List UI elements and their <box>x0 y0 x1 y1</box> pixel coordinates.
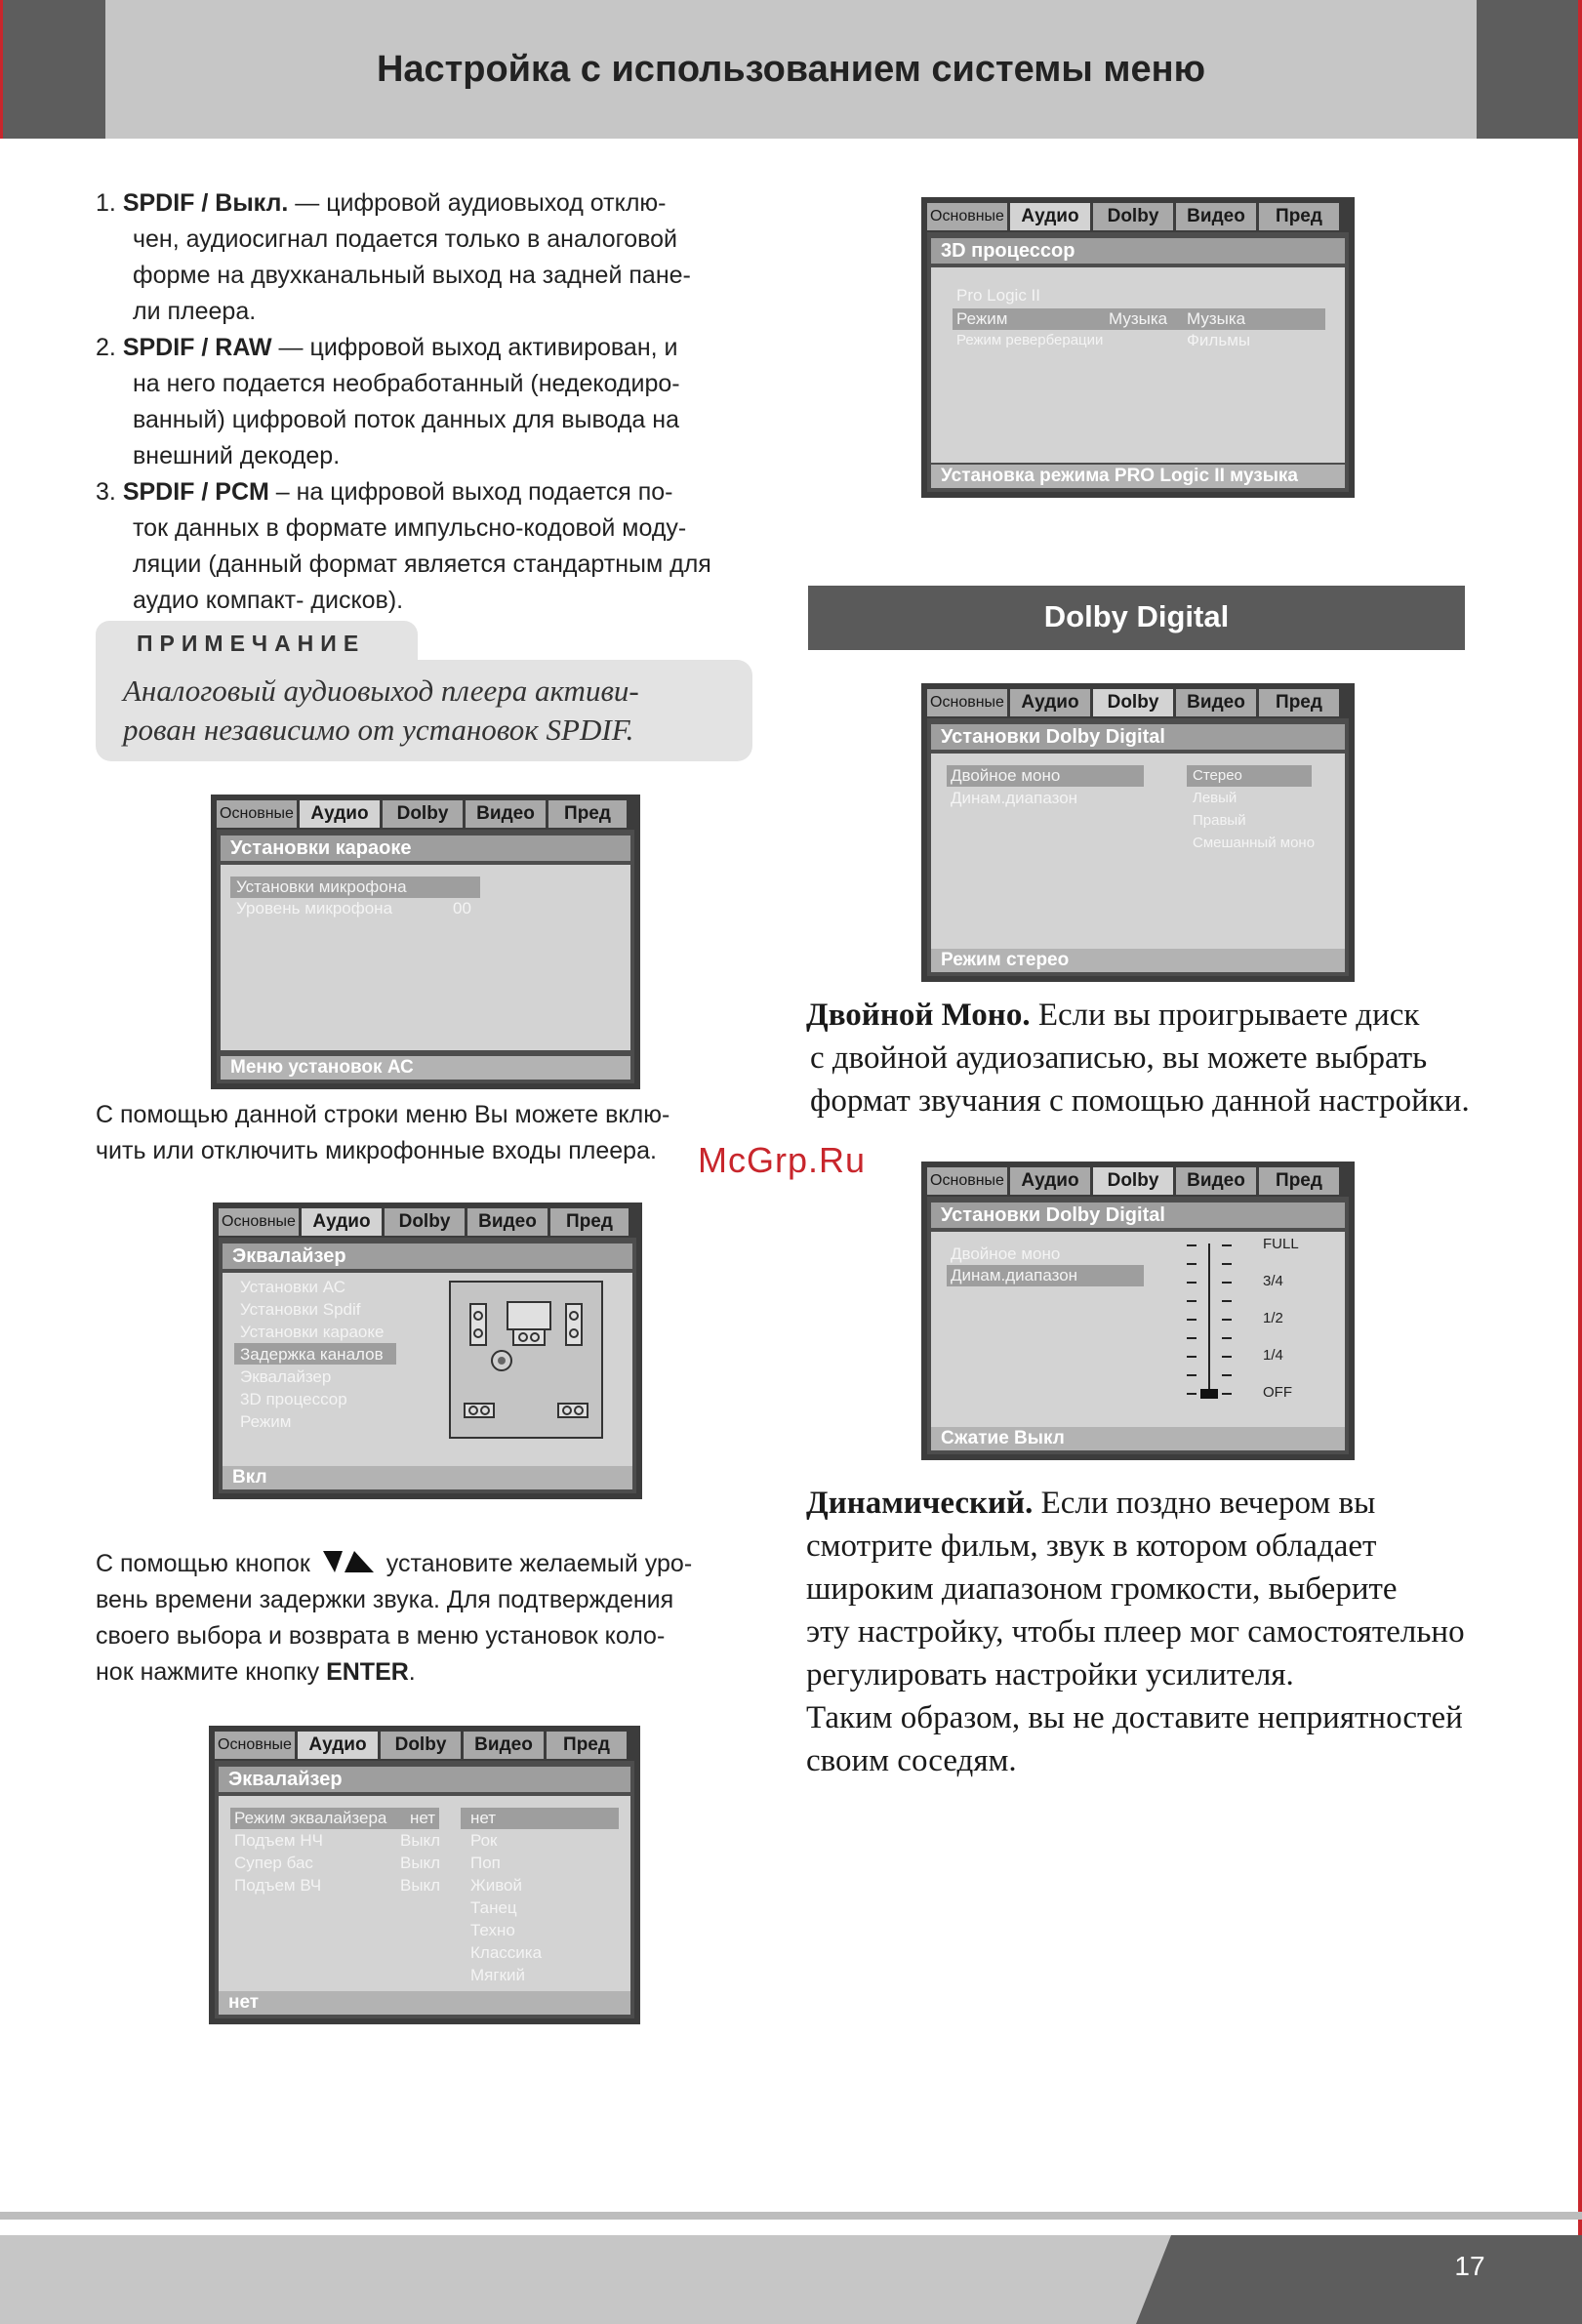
list-item-3: 3. SPDIF / PCM – на цифровой выход подается по- ток данных в формате импульсно-кодовой моду- ляции (данный формат является стандартным для аудио компакт- дисков). <box>96 478 711 614</box>
tab-main: Основные <box>927 203 1007 230</box>
tab-video: Видео <box>467 1208 548 1236</box>
osd-body <box>931 267 1345 463</box>
tab-audio: Аудио <box>300 800 380 828</box>
tab-video: Видео <box>1176 689 1256 716</box>
red-edge <box>0 0 3 139</box>
tab-pref: Пред <box>547 1732 627 1759</box>
note-label: ПРИМЕЧАНИЕ <box>96 621 418 662</box>
arrow-buttons-icon <box>321 1547 376 1574</box>
tab-dolby: Dolby <box>1093 203 1173 230</box>
menu-item: Двойное моно <box>951 1244 1061 1263</box>
osd-footer: нет <box>219 1991 630 2015</box>
osd-tabs <box>927 203 1349 232</box>
menu-value: 00 <box>453 899 471 917</box>
tab-video: Видео <box>1176 203 1256 230</box>
osd-title: Эквалайзер <box>223 1244 632 1269</box>
option-item: Мягкий <box>470 1966 525 1984</box>
tab-dolby: Dolby <box>1093 689 1173 716</box>
osd-title: Установки караоке <box>221 836 630 861</box>
tab-main: Основные <box>927 689 1007 716</box>
menu-item: Установки Spdif <box>240 1300 361 1319</box>
option-item: Музыка <box>1187 309 1246 328</box>
tab-dolby: Dolby <box>385 1208 465 1236</box>
menu-value: Музыка <box>1109 309 1168 328</box>
tab-audio: Аудио <box>1010 1167 1090 1195</box>
tab-video: Видео <box>1176 1167 1256 1195</box>
osd-dolby-dynamic <box>921 1162 1355 1460</box>
menu-item: Режим реверберации <box>956 332 1104 348</box>
menu-item: Установки АС <box>240 1278 345 1296</box>
option-item: Фильмы <box>1187 331 1251 349</box>
option-item: Классика <box>470 1943 543 1962</box>
osd-title: 3D процессор <box>931 238 1345 264</box>
option-item: Рок <box>470 1831 498 1850</box>
menu-value: Выкл <box>400 1831 441 1850</box>
tab-audio: Аудио <box>1010 203 1090 230</box>
menu-item: Динам.диапазон <box>951 1266 1078 1284</box>
tab-video: Видео <box>466 800 546 828</box>
tab-main: Основные <box>927 1167 1007 1195</box>
menu-item: Супер бас <box>234 1854 313 1872</box>
menu-value: Выкл <box>400 1854 441 1872</box>
osd-equalizer <box>209 1726 640 2024</box>
tab-pref: Пред <box>1259 689 1339 716</box>
option-item: Смешанный моно <box>1193 835 1316 851</box>
list-item-1: 1. SPDIF / Выкл. — цифровой аудиовыход отклю- чен, аудиосигнал подается только в аналоговой форме на двухканальный выход на задней пане- ли плеера. <box>96 189 691 325</box>
option-item: Правый <box>1193 812 1246 829</box>
delay-text: С помощью кнопок установите желаемый уро- вень времени задержки звука. Для подтверждения своего выбора и возврата в меню установок коло- нок нажмите кнопку ENTER. <box>96 1546 769 1691</box>
menu-item: Подъем ВЧ <box>234 1876 322 1895</box>
osd-tabs <box>927 689 1349 718</box>
tab-video: Видео <box>464 1732 544 1759</box>
tab-pref: Пред <box>1259 203 1339 230</box>
scale-label: FULL <box>1263 1236 1299 1252</box>
menu-item: 3D процессор <box>240 1390 347 1408</box>
osd-3d-processor <box>921 197 1355 498</box>
tab-audio: Аудио <box>1010 689 1090 716</box>
scale-label: 1/2 <box>1263 1310 1283 1326</box>
osd-footer: Сжатие Выкл <box>931 1427 1345 1450</box>
menu-item: Режим <box>956 309 1008 328</box>
tab-pref: Пред <box>550 1208 629 1236</box>
range-scale-icon <box>1183 1238 1251 1423</box>
osd-karaoke <box>211 795 640 1089</box>
tab-audio: Аудио <box>302 1208 382 1236</box>
tab-main: Основные <box>217 800 297 828</box>
option-item: Живой <box>470 1876 522 1895</box>
osd-title: Эквалайзер <box>219 1767 630 1792</box>
dynamic-text: Динамический. Если поздно вечером вы смотрите фильм, звук в котором обладает широким диапазоном громкости, выберите эту настройку, чтобы плеер мог самостоятельно регулировать настройки усилителя. Таким образом, вы не доставите неприятностей своим соседям. <box>806 1486 1465 1778</box>
menu-item: Уровень микрофона <box>236 899 393 917</box>
menu-item: Pro Logic II <box>956 286 1040 305</box>
footer-line <box>0 2212 1582 2220</box>
section-bar: Dolby Digital <box>808 586 1465 650</box>
menu-item: Двойное моно <box>951 766 1061 785</box>
menu-item: Режим эквалайзера <box>234 1809 387 1827</box>
option-item: Техно <box>470 1921 515 1939</box>
dual-mono-text: Двойной Моно. Если вы проигрываете диск с двойной аудиозаписью, вы можете выбрать формат звучания с помощью данной настройки. <box>806 998 1470 1119</box>
note-body: Аналоговый аудиовыход плеера активи- рован независимо от установок SPDIF. <box>96 660 752 761</box>
option-item: нет <box>470 1809 497 1827</box>
osd-body <box>221 865 630 1050</box>
spdif-list <box>96 185 759 619</box>
option-item: Левый <box>1193 790 1237 806</box>
tab-pref: Пред <box>548 800 627 828</box>
tab-main: Основные <box>219 1208 299 1236</box>
osd-dolby-dual-mono <box>921 683 1355 982</box>
tab-dolby: Dolby <box>383 800 463 828</box>
osd-footer: Вкл <box>223 1466 632 1489</box>
scale-label: 1/4 <box>1263 1347 1283 1364</box>
list-item-2: 2. SPDIF / RAW — цифровой выход активирован, и на него подается необработанный (недекодиро- ванный) цифровой поток данных для вывода на внешний декодер. <box>96 334 680 469</box>
page-number: 17 <box>1454 2251 1485 2281</box>
menu-item: Эквалайзер <box>240 1367 332 1386</box>
tab-dolby: Dolby <box>1093 1167 1173 1195</box>
osd-title: Установки Dolby Digital <box>931 724 1345 750</box>
osd-body <box>931 754 1345 949</box>
menu-item: Установки караоке <box>240 1323 385 1341</box>
page-title: Настройка с использованием системы меню <box>376 49 1206 90</box>
watermark: McGrp.Ru <box>698 1140 867 1180</box>
osd-footer: Меню установок АС <box>221 1056 630 1080</box>
tab-audio: Аудио <box>298 1732 378 1759</box>
menu-item: Динам.диапазон <box>951 789 1078 807</box>
menu-item: Задержка каналов <box>240 1345 384 1364</box>
menu-item: Подъем НЧ <box>234 1831 323 1850</box>
menu-value: Выкл <box>400 1876 441 1895</box>
osd-tabs <box>217 800 634 830</box>
option-item: Танец <box>470 1898 517 1917</box>
osd-footer: Режим стерео <box>931 949 1345 972</box>
red-edge-right <box>1578 0 1582 2324</box>
osd-title: Установки Dolby Digital <box>931 1203 1345 1228</box>
menu-item: Установки микрофона <box>236 877 407 896</box>
osd-body <box>219 1796 630 1991</box>
osd-body <box>931 1232 1345 1427</box>
osd-footer: Установка режима PRO Logic II музыка <box>931 465 1345 488</box>
menu-value: нет <box>410 1809 436 1827</box>
option-item: Стерео <box>1193 767 1242 784</box>
tab-pref: Пред <box>1259 1167 1339 1195</box>
menu-item: Режим <box>240 1412 292 1431</box>
scale-label: 3/4 <box>1263 1273 1283 1289</box>
speaker-layout-icon <box>449 1281 603 1439</box>
tab-dolby: Dolby <box>381 1732 461 1759</box>
osd-body <box>223 1273 632 1468</box>
osd-speakers <box>213 1203 642 1499</box>
tab-main: Основные <box>215 1732 295 1759</box>
karaoke-text: С помощью данной строки меню Вы можете вклю- чить или отключить микрофонные входы плеера. <box>96 1101 670 1164</box>
osd-tabs <box>219 1208 636 1238</box>
osd-tabs <box>215 1732 634 1761</box>
scale-label: OFF <box>1263 1384 1292 1401</box>
footer-panel <box>0 2235 1171 2324</box>
option-item: Поп <box>470 1854 501 1872</box>
osd-tabs <box>927 1167 1349 1197</box>
